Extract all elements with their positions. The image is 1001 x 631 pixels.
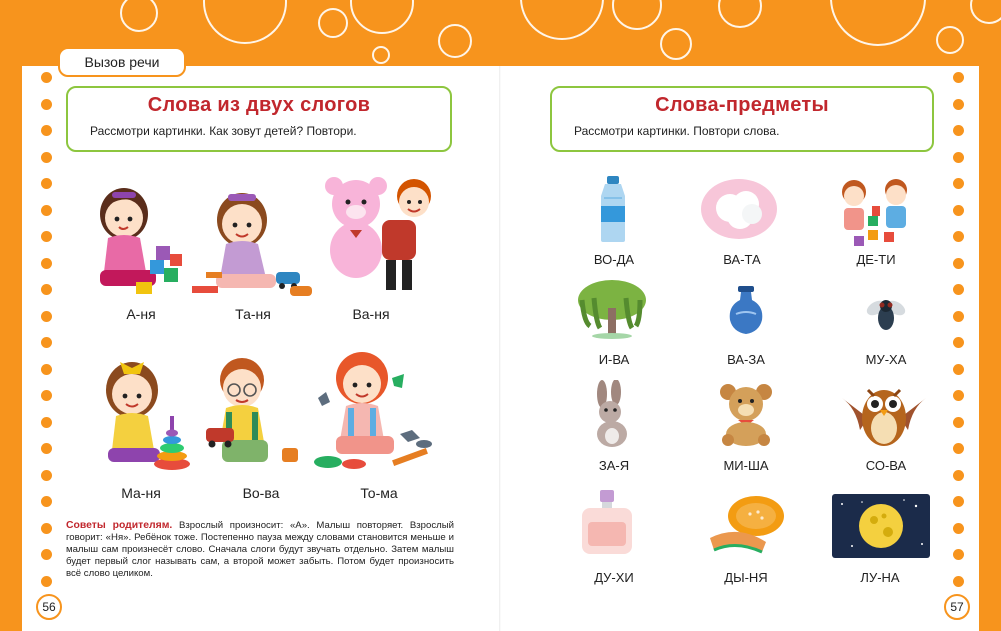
dot-icon [41,311,52,322]
cotton-icon [700,178,778,240]
children-icon [834,176,916,248]
dot-icon [953,311,964,322]
dot-icon [953,496,964,507]
page-number-left: 56 [36,594,62,620]
boy-with-toy-car-icon [202,354,302,472]
dot-icon [953,417,964,428]
parent-tips [66,520,454,580]
dot-icon [41,549,52,560]
dot-icon [953,258,964,269]
dot-icon [41,496,52,507]
water-bottle-icon [596,174,630,244]
dot-icon [953,178,964,189]
dot-icon [953,99,964,110]
dot-icon [953,337,964,348]
left-page-title: Слова из двух слогов [147,94,371,116]
section-tab: Вызов речи [58,47,186,77]
moon-icon [832,494,930,558]
boy-with-teddy-bear-icon [316,172,440,296]
dot-icon [41,178,52,189]
dot-icon [41,152,52,163]
dot-icon [953,152,964,163]
dot-icon [953,284,964,295]
dot-icon [41,231,52,242]
dot-icon [953,205,964,216]
dot-icon [41,99,52,110]
word-deti: ДЕ-ТИ [856,252,896,267]
dot-icon [953,125,964,136]
bubble-icon [120,0,158,32]
dot-icon [41,390,52,401]
word-dynya: ДЫ-НЯ [724,570,768,585]
dot-icon [953,390,964,401]
child-name-vova: Во-ва [242,485,280,501]
dot-icon [41,72,52,83]
willow-tree-icon [576,278,648,340]
dot-icon [41,576,52,587]
dot-icon [41,417,52,428]
right-instruction: Рассмотри картинки. Повтори слова. [574,124,780,138]
dot-icon [953,72,964,83]
girl-with-ring-pyramid-icon [98,356,200,474]
word-vaza: ВА-ЗА [727,352,765,367]
dot-icon [41,364,52,375]
parent-tips-heading: Советы родителям. [66,520,173,531]
bubble-icon [438,24,472,58]
page-number-right: 57 [944,594,970,620]
bubble-icon [936,26,964,54]
child-name-anya: А-ня [126,306,156,322]
dot-icon [953,364,964,375]
girl-with-crayons-icon [190,186,316,298]
dot-icon [41,284,52,295]
girl-with-blocks-icon [92,182,192,300]
dot-icon [953,523,964,534]
child-name-vanya: Ва-ня [352,306,390,322]
word-voda: ВО-ДА [593,252,635,267]
hare-icon [588,380,634,448]
dot-icon [953,549,964,560]
bubble-icon [612,0,662,30]
dot-icon [41,125,52,136]
word-duhi: ДУ-ХИ [594,570,634,585]
book-spine [499,66,501,631]
child-name-manya: Ма-ня [121,485,161,501]
word-zaya: ЗА-Я [598,458,630,473]
bubble-icon [318,8,348,38]
dot-icon [41,443,52,454]
word-misha: МИ-ША [723,458,769,473]
bubble-icon [372,46,390,64]
right-page-title: Слова-предметы [655,94,829,116]
dot-icon [41,470,52,481]
owl-icon [838,378,930,450]
bubble-icon [203,0,287,44]
dot-icon [953,443,964,454]
bubble-icon [660,28,692,60]
dot-icon [953,470,964,481]
word-vata: ВА-ТА [723,252,761,267]
right-title-box [550,86,934,152]
melon-icon [708,494,786,556]
parent-tips-text: Взрослый произносит: «А». Малыш повторяет. Взрослый говорит: «Ня». Ребёнок тоже. Постепенно пауза между словами становится меньше и малыш сам произнесёт слово. Сначала слоги будут звучать отдельно. Затем малыш будет первый слог называть сам, а второй может забыть. Потом будет произносить всё слово целиком. [66,520,454,579]
bubble-icon [718,0,762,28]
word-iva: И-ВА [598,352,630,367]
left-title-box [66,86,452,152]
dot-icon [41,258,52,269]
word-luna: ЛУ-НА [860,570,900,585]
word-sova: СО-ВА [865,458,907,473]
bubble-icon [970,0,1001,24]
word-muha: МУ-ХА [865,352,907,367]
fly-icon [864,294,908,334]
vase-icon [726,284,766,336]
left-orange-border [0,66,22,631]
dot-icon [41,523,52,534]
bubble-icon [830,0,926,46]
dot-icon [953,576,964,587]
bubble-icon [520,0,604,40]
dot-icon [41,205,52,216]
dot-icon [953,231,964,242]
girl-with-clay-icon [312,348,442,474]
teddy-bear-icon [716,382,776,446]
bubble-icon [350,0,414,34]
dot-icon [41,337,52,348]
child-name-toma: То-ма [360,485,398,501]
child-name-tanya: Та-ня [235,306,271,322]
right-orange-border [979,66,1001,631]
left-instruction: Рассмотри картинки. Как зовут детей? Повтори. [90,124,357,138]
perfume-icon [578,488,636,558]
